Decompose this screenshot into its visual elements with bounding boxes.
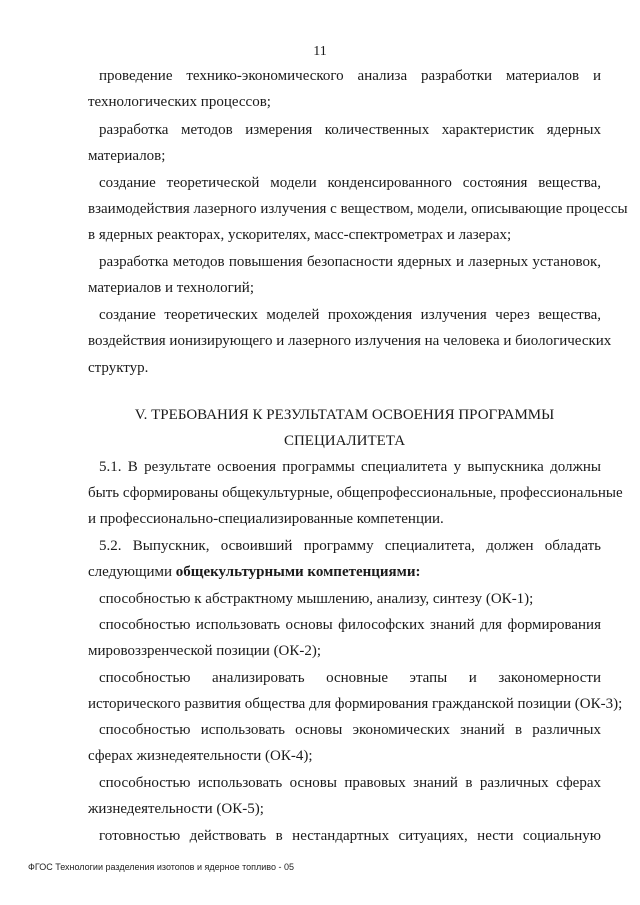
text-line: воздействия ионизирующего и лазерного излучения на человека и биологических [88,333,612,349]
text-line: материалов и технологий; [88,280,254,296]
text-line: сферах жизнедеятельности (ОК-4); [88,748,313,764]
text-line: и профессионально-специализированные компетенции. [88,511,444,527]
text-line: жизнедеятельности (ОК-5); [88,801,264,817]
document-footer: ФГОС Технологии разделения изотопов и ядерное топливо - 05 [28,862,294,872]
text-line: создание теоретических моделей прохождения излучения через вещества, [99,307,601,323]
text-line: готовностью действовать в нестандартных ситуациях, нести социальную [99,828,601,844]
text-line: 5.2. Выпускник, освоивший программу специалитета, должен обладать [99,538,601,554]
page-number: 11 [313,44,327,59]
text-line: 5.1. В результате освоения программы специалитета у выпускника должны [99,459,601,475]
text-line: способностью анализировать основные этапы и закономерности [99,670,601,686]
text-line: создание теоретической модели конденсированного состояния вещества, [99,175,601,191]
text-line: взаимодействия лазерного излучения с веществом, модели, описывающие процессы [88,201,628,217]
text-line [88,563,421,581]
text-line: исторического развития общества для формирования гражданской позиции (ОК-3); [88,696,623,712]
text-line: разработка методов измерения количественных характеристик ядерных [99,122,601,138]
text-line: способностью к абстрактному мышлению, анализу, синтезу (ОК-1); [99,591,534,607]
text-line: способностью использовать основы правовых знаний в различных сферах [99,775,601,791]
section-heading: V. ТРЕБОВАНИЯ К РЕЗУЛЬТАТАМ ОСВОЕНИЯ ПРОГРАММЫ [134,407,555,423]
text-line: разработка методов повышения безопасности ядерных и лазерных установок, [99,254,601,270]
text-fragment: следующими [88,564,173,580]
text-line: мировоззренческой позиции (ОК-2); [88,643,322,659]
text-line: материалов; [88,148,166,164]
text-line: проведение технико-экономического анализа разработки материалов и [99,68,601,84]
text-line: способностью использовать основы философских знаний для формирования [99,617,601,633]
text-line: способностью использовать основы экономических знаний в различных [99,722,601,738]
text-line: быть сформированы общекультурные, общепрофессиональные, профессиональные [88,485,623,501]
bold-term: общекультурными компетенциями: [175,564,421,580]
section-heading: СПЕЦИАЛИТЕТА [283,433,406,449]
text-line: технологических процессов; [88,94,271,110]
text-line: структур. [88,360,149,376]
text-line: в ядерных реакторах, ускорителях, масс-спектрометрах и лазерах; [88,227,512,243]
